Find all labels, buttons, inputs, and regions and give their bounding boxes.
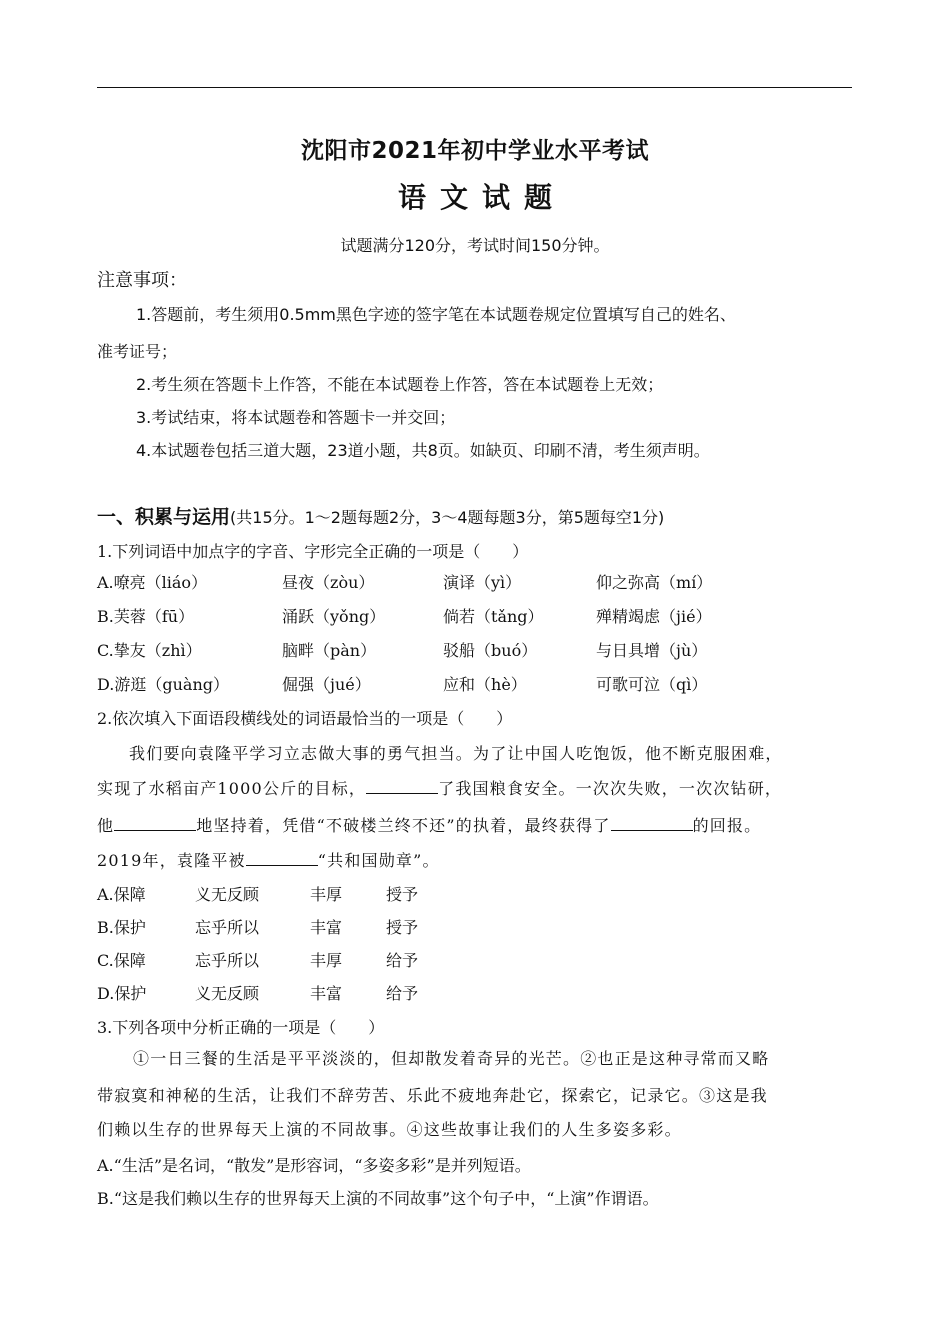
- q3-option-a: A.“生活”是名词，“散发”是形容词，“多姿多彩”是并列短语。: [97, 1156, 531, 1175]
- passage-text: 实现了水稻亩产1000公斤的目标，: [97, 779, 367, 798]
- q1-stem: 1.下列词语中加点字的字音、字形完全正确的一项是（ ）: [97, 542, 529, 561]
- exam-meta: 试题满分120分，考试时间150分钟。: [340, 236, 610, 255]
- q1-option-a: [97, 570, 207, 593]
- option-word: 脑畔: [282, 641, 315, 660]
- q2-option-b-2: 忘乎所以: [195, 918, 260, 937]
- blank-line: [246, 851, 318, 866]
- notice-item-1-cont: 准考证号；: [97, 342, 178, 361]
- option-pinyin: （qì）: [660, 675, 708, 694]
- q1-option-c-2: [282, 638, 376, 661]
- q2-option-c-2: 忘乎所以: [195, 951, 260, 970]
- q2-option-d-2: 义无反顾: [195, 984, 260, 1003]
- option-word: 倔强: [282, 675, 315, 694]
- option-pinyin: （pàn）: [314, 641, 377, 660]
- q1-option-b-3: [443, 604, 544, 627]
- q2-option-d: D.保护: [97, 984, 147, 1003]
- q3-stem: 3.下列各项中分析正确的一项是（ ）: [97, 1018, 385, 1037]
- q2-passage-line-3: [97, 813, 761, 836]
- exam-title: 沈阳市2021年初中学业水平考试: [300, 138, 649, 164]
- q3-passage-line-2: 带寂寞和神秘的生活，让我们不辞劳苦、乐此不疲地奔赴它，探索它，记录它。③这是我: [97, 1086, 768, 1105]
- top-rule: [97, 87, 852, 88]
- option-pinyin: （hè）: [475, 675, 527, 694]
- q3-option-b: B.“这是我们赖以生存的世界每天上演的不同故事”这个句子中，“上演”作谓语。: [97, 1189, 659, 1208]
- notice-item-1: 1.答题前，考生须用0.5mm黑色字迹的签字笔在本试题卷规定位置填写自己的姓名、: [136, 305, 736, 324]
- q1-option-b-4: [596, 604, 712, 627]
- notice-item-4: 4.本试题卷包括三道大题，23道小题，共8页。如缺页、印刷不清，考生须声明。: [136, 441, 710, 460]
- option-word: 可歌可泣: [596, 675, 661, 694]
- option-pinyin: （buó）: [475, 641, 538, 660]
- q3-passage-line-1: ①一日三餐的生活是平平淡淡的，但却散发着奇异的光芒。②也正是这种寻常而又略: [133, 1049, 770, 1068]
- q2-option-c: C.保障: [97, 951, 146, 970]
- option-word: 仰之弥高: [596, 573, 661, 592]
- blank-line: [114, 816, 196, 831]
- section-1-header: [97, 502, 664, 529]
- option-word: 殚精竭虑: [596, 607, 661, 626]
- q1-option-d-2: [282, 672, 371, 695]
- passage-text: 地坚持着，凭借“不破楼兰终不还”的执着，最终获得了: [196, 816, 611, 835]
- option-pinyin: （tǎng）: [475, 607, 544, 626]
- notice-item-3: 3.考试结束，将本试题卷和答题卡一并交回；: [136, 408, 456, 427]
- option-pinyin: （yǒng）: [314, 607, 386, 626]
- q2-passage-line-1: 我们要向袁隆平学习立志做大事的勇气担当。为了让中国人吃饱饭，他不断克服困难，: [129, 744, 783, 763]
- option-pinyin: （fū）: [145, 607, 195, 626]
- q3-passage-line-3: 们赖以生存的世界每天上演的不同故事。④这些故事让我们的人生多姿多彩。: [97, 1120, 682, 1139]
- q2-option-b-4: 授予: [386, 918, 419, 937]
- option-word: 芙蓉: [113, 607, 146, 626]
- blank-line: [366, 779, 438, 794]
- q2-option-b-3: 丰富: [310, 918, 343, 937]
- q2-option-c-3: 丰厚: [310, 951, 343, 970]
- option-word: 与日具增: [596, 641, 661, 660]
- passage-text: “共和国勋章”。: [317, 851, 440, 870]
- passage-text: 他: [97, 816, 115, 835]
- option-pinyin: （jù）: [660, 641, 708, 660]
- option-word: 昼夜: [282, 573, 315, 592]
- option-word: 倘若: [443, 607, 476, 626]
- option-label: C.: [97, 641, 114, 660]
- q1-option-d-3: [443, 672, 527, 695]
- q2-option-d-4: 给予: [386, 984, 419, 1003]
- q2-passage-line-4: [97, 848, 440, 871]
- option-pinyin: （zòu）: [314, 573, 375, 592]
- passage-text: 2019年，袁隆平被: [97, 851, 246, 870]
- q1-option-d: [97, 672, 229, 695]
- option-word: 应和: [443, 675, 476, 694]
- q1-option-a-2: [282, 570, 374, 593]
- q2-stem: 2.依次填入下面语段横线处的词语最恰当的一项是（ ）: [97, 709, 513, 728]
- q2-option-c-4: 给予: [386, 951, 419, 970]
- q2-option-d-3: 丰富: [310, 984, 343, 1003]
- q1-option-b-2: [282, 604, 385, 627]
- option-label: A.: [97, 573, 114, 592]
- passage-text: 的回报。: [692, 816, 762, 835]
- option-pinyin: （yì）: [475, 573, 522, 592]
- option-word: 演译: [443, 573, 476, 592]
- option-pinyin: （guàng）: [146, 675, 229, 694]
- q2-option-a-3: 丰厚: [310, 885, 343, 904]
- q1-option-c: [97, 638, 202, 661]
- notice-item-2: 2.考生须在答题卡上作答，不能在本试题卷上作答，答在本试题卷上无效；: [136, 375, 664, 394]
- option-word: 嘹亮: [113, 573, 146, 592]
- q2-option-a-2: 义无反顾: [195, 885, 260, 904]
- passage-text: 了我国粮食安全。一次次失败，一次次钻研，: [438, 779, 783, 798]
- q1-option-b: [97, 604, 194, 627]
- q2-option-a: A.保障: [97, 885, 146, 904]
- option-pinyin: （jié）: [660, 607, 712, 626]
- option-label: B.: [97, 607, 114, 626]
- q1-option-c-3: [443, 638, 537, 661]
- option-pinyin: （mí）: [660, 573, 713, 592]
- q2-option-b: B.保护: [97, 918, 146, 937]
- option-pinyin: （liáo）: [145, 573, 208, 592]
- section-1-note: (共15分。1～2题每题2分，3～4题每题3分，第5题每空1分): [230, 508, 665, 527]
- option-word: 游逛: [114, 675, 147, 694]
- notice-title: 注意事项：: [97, 270, 187, 291]
- blank-line: [611, 816, 693, 831]
- section-1-heading: 一、积累与运用: [97, 506, 231, 528]
- q1-option-d-4: [596, 672, 707, 695]
- option-word: 涌跃: [282, 607, 315, 626]
- q1-option-a-4: [596, 570, 712, 593]
- q1-option-c-4: [596, 638, 707, 661]
- option-pinyin: （jué）: [314, 675, 371, 694]
- q2-passage-line-2: [97, 776, 782, 799]
- q2-option-a-4: 授予: [386, 885, 419, 904]
- exam-subject: 语文试题: [397, 181, 566, 214]
- option-pinyin: （zhì）: [145, 641, 202, 660]
- option-word: 驳船: [443, 641, 476, 660]
- option-word: 挚友: [113, 641, 146, 660]
- q1-option-a-3: [443, 570, 521, 593]
- option-label: D.: [97, 675, 115, 694]
